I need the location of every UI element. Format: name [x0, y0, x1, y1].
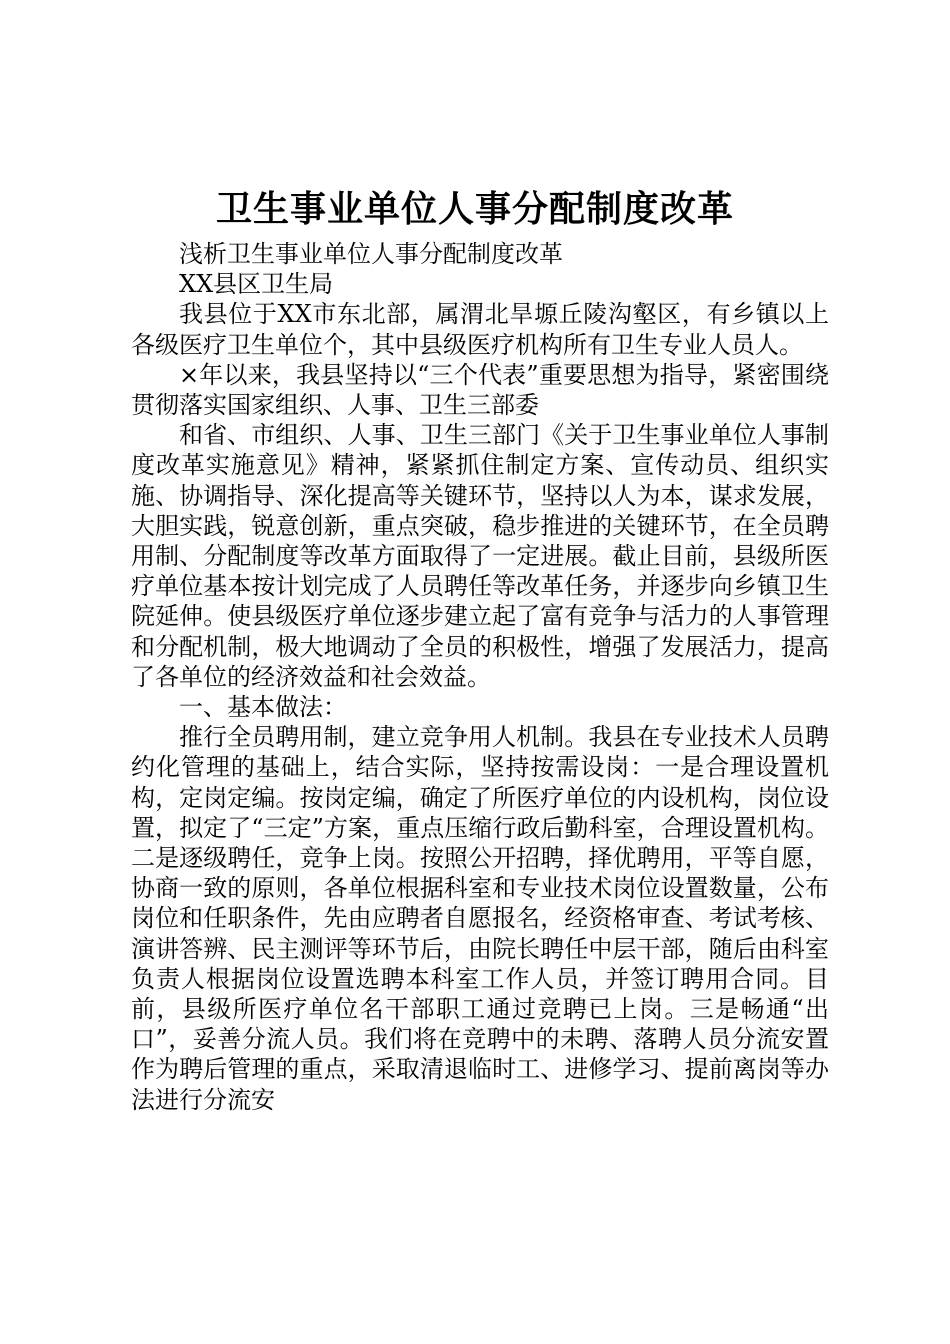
body-paragraph: 和省、市组织、人事、卫生三部门《关于卫生事业单位人事制度改革实施意见》精神，紧紧抓住制定方案、宣传动员、组织实施、协调指导、深化提高等关键环节，坚持以人为本，谋求发展，大胆实践，锐意创新，重点突破，稳步推进的关键环节，在全员聘用制、分配制度等改革方面取得了一定进展。截止目前，县级所医疗单位基本按计划完成了人员聘任等改革任务，并逐步向乡镇卫生院延伸。使县级医疗单位逐步建立起了富有竞争与活力的人事管理和分配机制，极大地调动了全员的积极性，增强了发展活力，提高了各单位的经济效益和社会效益。 [131, 421, 829, 691]
document-title: 卫生事业单位人事分配制度改革 [215, 188, 734, 230]
body-paragraph: 我县位于XX市东北部，属渭北旱塬丘陵沟壑区，有乡镇以上各级医疗卫生单位个，其中县级医疗机构所有卫生专业人员人。 [131, 300, 829, 359]
document-body [131, 239, 829, 1115]
section-heading: 一、基本做法： [179, 693, 347, 722]
body-paragraph: 推行全员聘用制，建立竞争用人机制。我县在专业技术人员聘约化管理的基础上，结合实际，坚持按需设岗：一是合理设置机构，定岗定编。按岗定编，确定了所医疗单位的内设机构，岗位设置，拟定了“三定”方案，重点压缩行政后勤科室，合理设置机构。二是逐级聘任，竞争上岗。按照公开招聘，择优聘用，平等自愿，协商一致的原则，各单位根据科室和专业技术岗位设置数量，公布岗位和任职条件，先由应聘者自愿报名，经资格审查、考试考核、演讲答辨、民主测评等环节后，由院长聘任中层干部，随后由科室负责人根据岗位设置选聘本科室工作人员，并签订聘用合同。目前，县级所医疗单位名干部职工通过竞聘已上岗。三是畅通“出口”，妥善分流人员。我们将在竞聘中的未聘、落聘人员分流安置作为聘后管理的重点，采取清退临时工、进修学习、提前离岗等办法进行分流安 [131, 723, 829, 1114]
subtitle-paragraph: 浅析卫生事业单位人事分配制度改革 [179, 240, 563, 268]
author-paragraph: XX县区卫生局 [179, 270, 334, 299]
body-paragraph: ×年以来，我县坚持以“三个代表”重要思想为指导，紧密围绕贯彻落实国家组织、人事、卫生三部委 [131, 360, 829, 420]
